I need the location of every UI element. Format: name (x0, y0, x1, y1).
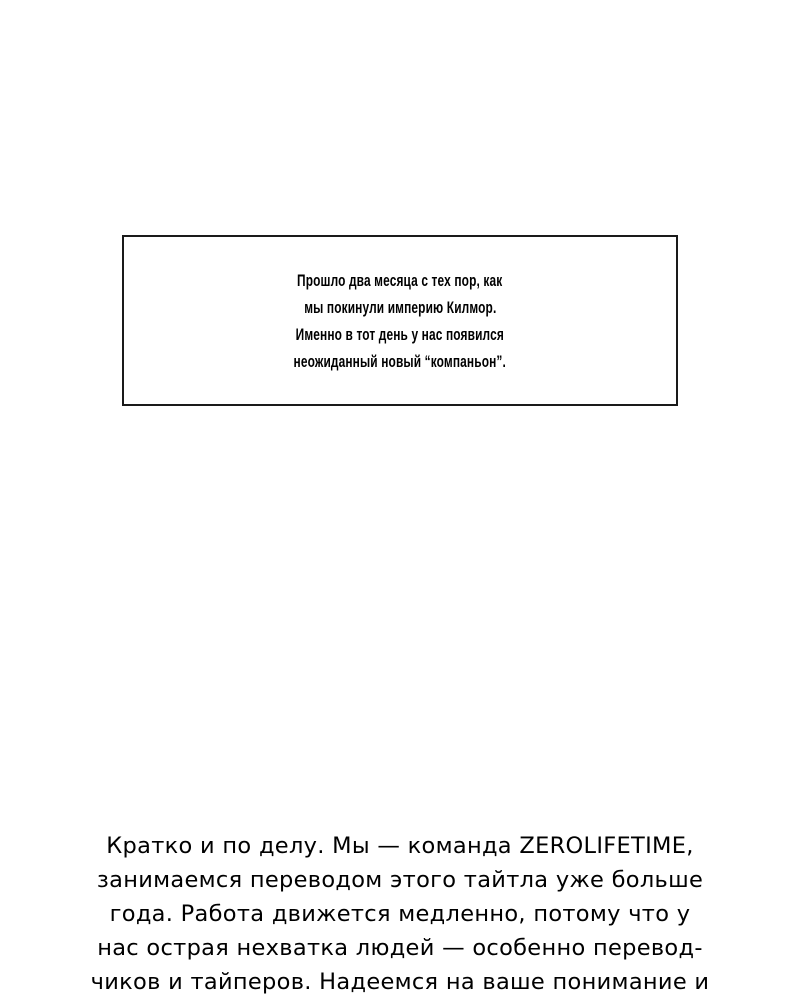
caption-line-4: неожиданный новый “компаньон”. (293, 351, 507, 371)
notice-line-3: года. Работа движется медленно, потому что у (109, 901, 691, 927)
notice-line-4: нас острая нехватка людей — особенно перевод- (97, 935, 703, 961)
caption-line-3: Именно в тот день у нас появился (295, 324, 505, 344)
caption-line-1: Прошло два месяца с тех пор, как (297, 270, 503, 290)
caption-line-2: мы покинули империю Килмор. (303, 297, 497, 317)
narration-caption-box (122, 235, 678, 406)
notice-line-1: Кратко и по делу. Мы — команда ZEROLIFETIME, (106, 833, 694, 859)
notice-line-2: занимаемся переводом этого тайтла уже больше (96, 867, 704, 893)
translator-notice (0, 829, 800, 999)
notice-line-5: чиков и тайперов. Надеемся на ваше понимание и (90, 969, 710, 995)
